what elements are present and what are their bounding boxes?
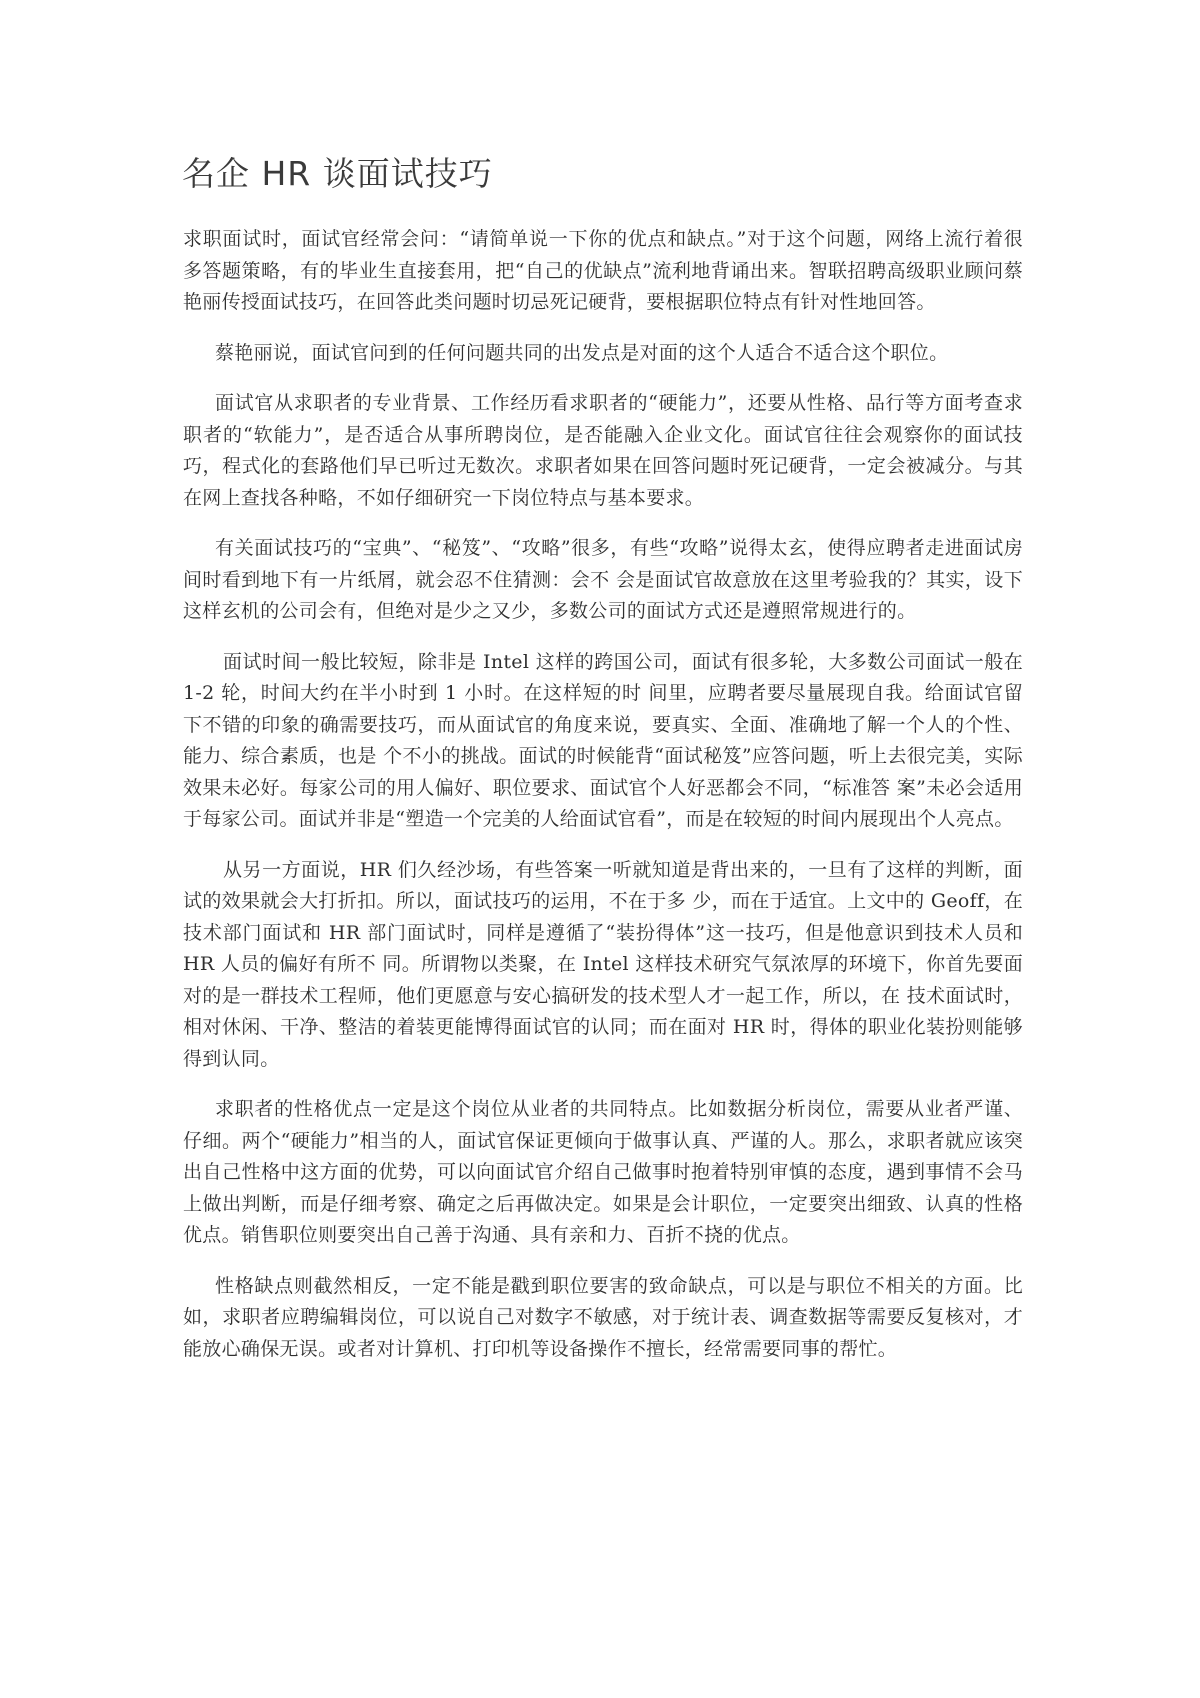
paragraph-intro: 求职面试时，面试官经常会问：“请简单说一下你的优点和缺点。”对于这个问题，网络上流行着很多答题策略，有的毕业生直接套用，把“自己的优缺点”流利地背诵出来。智联招聘高级职业顾问蔡艳丽传授面试技巧，在回答此类问题时切忌死记硬背，要根据职位特点有针对性地回答。 (183, 228, 1023, 313)
paragraph-personality-strengths: 求职者的性格优点一定是这个岗位从业者的共同特点。比如数据分析岗位，需要从业者严谨、仔细。两个“硬能力”相当的人，面试官保证更倾向于做事认真、严谨的人。那么，求职者就应该突出自己性格中这方面的优势，可以向面试官介绍自己做事时抱着特别审慎的态度，遇到事情不会马上做出判断，而是仔细考察、确定之后再做决定。如果是会计职位，一定要突出细致、认真的性格优点。销售职位则要突出自己善于沟通、具有亲和力、百折不挠的优点。 (183, 1098, 1023, 1246)
paragraph-hard-soft-skills: 面试官从求职者的专业背景、工作经历看求职者的“硬能力”，还要从性格、品行等方面考查求职者的“软能力”，是否适合从事所聘岗位，是否能融入企业文化。面试官往往会观察你的面试技巧，程式化的套路他们早已听过无数次。求职者如果在回答问题时死记硬背，一定会被减分。与其在网上查找各种略，不如仔细研究一下岗位特点与基本要求。 (183, 392, 1023, 509)
paragraph-interview-guides: 有关面试技巧的“宝典”、“秘笈”、“攻略”很多，有些“攻略”说得太玄，使得应聘者走进面试房间时看到地下有一片纸屑，就会忍不住猜测：会不 会是面试官故意放在这里考验我的？其实，设下这样玄机的公司会有，但绝对是少之又少，多数公司的面试方式还是遵照常规进行的。 (183, 537, 1023, 622)
paragraph-personality-weaknesses: 性格缺点则截然相反，一定不能是戳到职位要害的致命缺点，可以是与职位不相关的方面。比如，求职者应聘编辑岗位，可以说自己对数字不敏感，对于统计表、调查数据等需要反复核对，才能放心确保无误。或者对计算机、打印机等设备操作不擅长，经常需要同事的帮忙。 (183, 1274, 1023, 1360)
document-body (183, 224, 1023, 1384)
document-title: 名企 HR 谈面试技巧 (182, 154, 493, 193)
paragraph-hr-experience: 从另一方面说，HR 们久经沙场，有些答案一听就知道是背出来的，一旦有了这样的判断，面试的效果就会大打折扣。所以，面试技巧的运用，不在于多 少，而在于适宜。上文中的 Geoff，在技术部门面试和 HR 部门面试时，同样是遵循了“装扮得体”这一技巧，但是他意识到技术人员和 HR 人员的偏好有所不 同。所谓物以类聚，在 Intel 这样技术研究气氛浓厚的环境下，你首先要面对的是一群技术工程师，他们更愿意与安心搞研发的技术型人才一起工作，所以，在 技术面试时，相对休闲、干净、整洁的着装更能博得面试官的认同；而在面对 HR 时，得体的职业化装扮则能够得到认同。 (183, 858, 1023, 1070)
paragraph-interview-time: 面试时间一般比较短，除非是 Intel 这样的跨国公司，面试有很多轮，大多数公司面试一般在 1-2 轮，时间大约在半小时到 1 小时。在这样短的时 间里，应聘者要尽量展现自我。给面试官留下不错的印象的确需要技巧，而从面试官的角度来说，要真实、全面、准确地了解一个人的个性、能力、综合素质，也是 个不小的挑战。面试的时候能背“面试秘笈”应答问题，听上去很完美，实际效果未必好。每家公司的用人偏好、职位要求、面试官个人好恶都会不同，“标准答 案”未必会适用于每家公司。面试并非是“塑造一个完美的人给面试官看”，而是在较短的时间内展现出个人亮点。 (183, 650, 1023, 830)
paragraph-common-starting-point: 蔡艳丽说，面试官问到的任何问题共同的出发点是对面的这个人适合不适合这个职位。 (215, 341, 949, 364)
